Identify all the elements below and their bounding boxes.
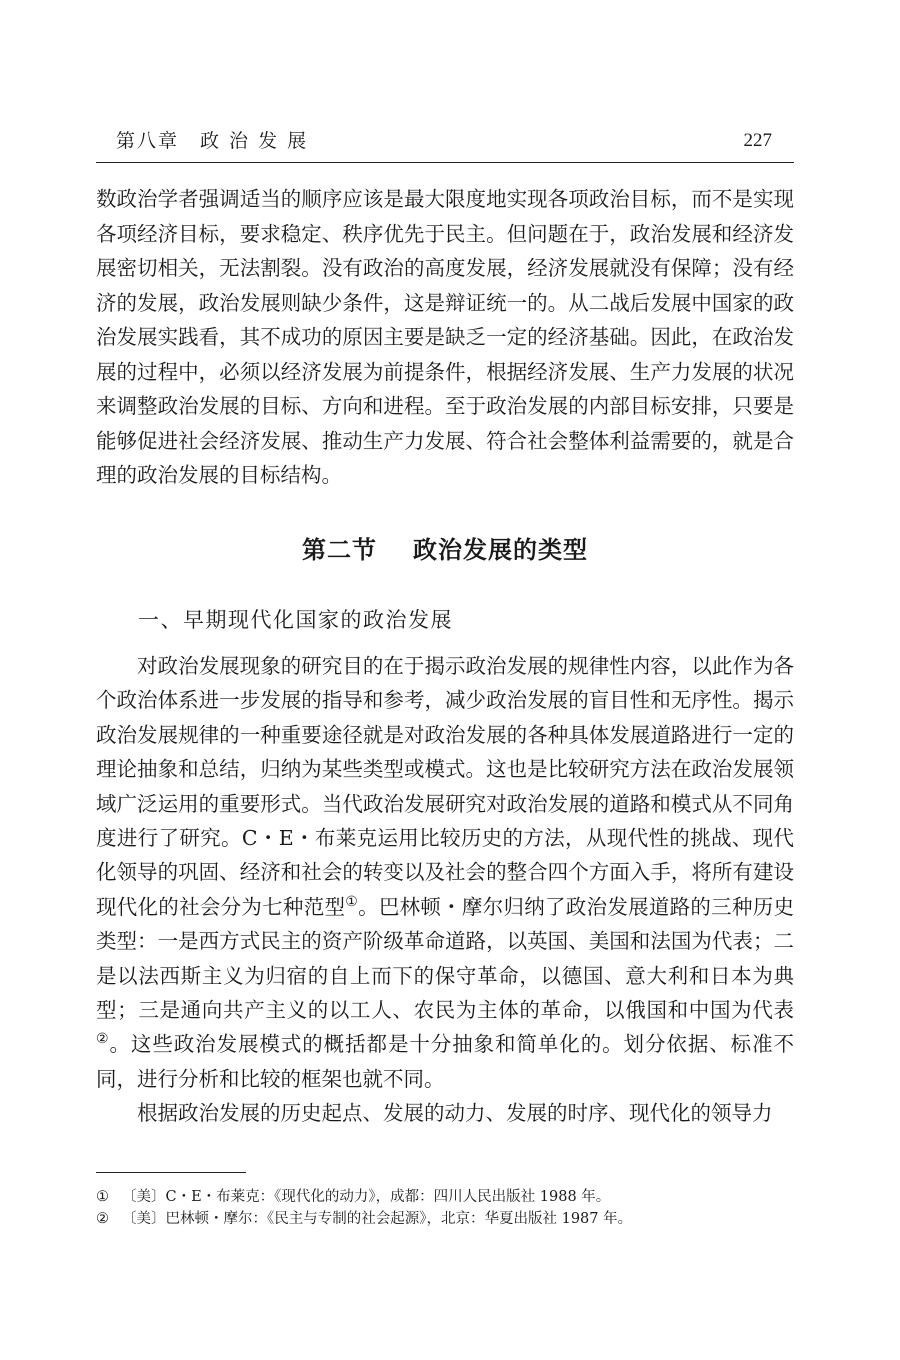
footnotes [96,1186,794,1230]
running-header [116,126,772,156]
header-rule [96,162,794,163]
paragraph-text: 。巴林顿・摩尔归纳了政治发展道路的三种历史类型：一是西方式民主的资产阶级革命道路，以英国、美国和法国为代表；二是以法西斯主义为归宿的自上而下的保守革命，以德国、意大利和日本为典型；三是通向共产主义的以工人、农民为主体的革命，以俄国和中国为代表 [96,894,794,1023]
paragraph-text: 。这些政治发展模式的概括都是十分抽象和简单化的。划分依据、标准不同，进行分析和比较的框架也就不同。 [96,1032,794,1091]
footnote-mark: ① [96,1189,109,1205]
paragraph: 数政治学者强调适当的顺序应该是最大限度地实现各项政治目标，而不是实现各项经济目标，要求稳定、秩序优先于民主。但问题在于，政治发展和经济发展密切相关，无法割裂。没有政治的高度发展，经济发展就没有保障；没有经济的发展，政治发展则缺少条件，这是辩证统一的。从二战后发展中国家的政治发展实践看，其不成功的原因主要是缺乏一定的经济基础。因此，在政治发展的过程中，必须以经济发展为前提条件，根据经济发展、生产力发展的状况来调整政治发展的目标、方向和进程。至于政治发展的内部目标安排，只要是能够促进社会经济发展、推动生产力发展、符合社会整体利益需要的，就是合理的政治发展的目标结构。 [96,187,794,487]
chapter-title: 第八章 政 治 发 展 [116,130,309,152]
footnote-ref-2[interactable]: ② [96,1031,110,1048]
footnote-2 [96,1208,794,1230]
section-heading [96,530,794,570]
body-text-top [96,182,794,493]
page-number: 227 [743,130,772,151]
footnote-text: 〔美〕巴林顿・摩尔：《民主与专制的社会起源》，北京：华夏出版社 1987 年。 [122,1211,633,1227]
paragraph-text: 对政治发展现象的研究目的在于揭示政治发展的规律性内容，以此作为各个政治体系进一步发展的指导和参考，减少政治发展的盲目性和无序性。揭示政治发展规律的一种重要途径就是对政治发展的各种具体发展道路进行一定的理论抽象和总结，归纳为某些类型或模式。这也是比较研究方法在政治发展领域广泛运用的重要形式。当代政治发展研究对政治发展的道路和模式从不同角度进行了研究。C・E・布莱克运用比较历史的方法，从现代性的挑战、现代化领导的巩固、经济和社会的转变以及社会的整合四个方面入手，将所有建设现代化的社会分为七种范型 [96,654,794,919]
section-number: 第二节 [302,536,377,564]
footnote-mark: ② [96,1211,109,1227]
footnote-ref-1[interactable]: ① [345,894,359,911]
footnote-text: 〔美〕C・E・布莱克：《现代化的动力》，成都：四川人民出版社 1988 年。 [122,1189,611,1205]
section-title: 政治发展的类型 [413,536,588,564]
paragraph: 根据政治发展的历史起点、发展的动力、发展的时序、现代化的领导力 [137,1101,773,1126]
footnote-1 [96,1186,794,1208]
paragraph [96,649,794,1096]
subsection-heading: 一、早期现代化国家的政治发展 [138,608,453,632]
footnote-rule [96,1172,246,1173]
body-text-main [96,649,794,1131]
